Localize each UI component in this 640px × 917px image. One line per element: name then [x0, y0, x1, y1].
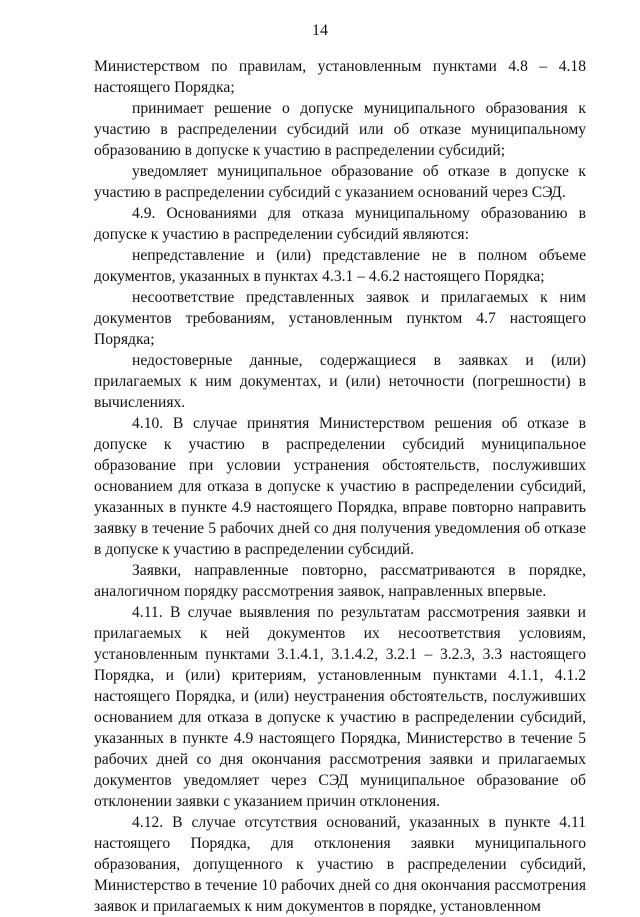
paragraph: недостоверные данные, содержащиеся в заявках и (или) прилагаемых к ним документах, и (или) неточности (погрешности) в вычислениях. — [94, 352, 586, 411]
paragraph: 4.12. В случае отсутствия оснований, указанных в пункте 4.11 настоящего Порядка, для отклонения заявки муниципального образования, допущенного к участию в распределении субсидий, Министерство в течение 10 рабочих дней со дня окончания рассмотрения заявок и прилагаемых к ним документов в порядке, установленном — [94, 814, 586, 915]
paragraph: уведомляет муниципальное образование об отказе в допуске к участию в распределении субсидий с указанием оснований через СЭД. — [94, 163, 586, 201]
page-number: 14 — [312, 22, 328, 39]
document-body — [94, 56, 586, 917]
paragraph: Заявки, направленные повторно, рассматриваются в порядке, аналогичном порядку рассмотрения заявок, направленных впервые. — [94, 562, 586, 600]
paragraph: 4.11. В случае выявления по результатам рассмотрения заявки и прилагаемых к ней документов их несоответствия условиям, установленным пунктами 3.1.4.1, 3.1.4.2, 3.2.1 – 3.2.3, 3.3 настоящего Порядка, и (или) критериям, установленным пунктами 4.1.1, 4.1.2 настоящего Порядка, и (или) неустранения обстоятельств, послуживших основанием для отказа в допуске к участию в распределении субсидий, указанных в пункте 4.9 настоящего Порядка, Министерство в течение 5 рабочих дней со дня окончания рассмотрения заявки и прилагаемых документов уведомляет через СЭД муниципальное образование об отклонении заявки с указанием причин отклонения. — [94, 604, 586, 810]
paragraph: Министерством по правилам, установленным пунктами 4.8 – 4.18 настоящего Порядка; — [94, 58, 586, 96]
paragraph: 4.10. В случае принятия Министерством решения об отказе в допуске к участию в распределении субсидий муниципальное образование при условии устранения обстоятельств, послуживших основанием для отказа в допуске к участию в распределении субсидий, указанных в пункте 4.9 настоящего Порядка, вправе повторно направить заявку в течение 5 рабочих дней со дня получения уведомления об отказе в допуске к участию в распределении субсидий. — [94, 415, 586, 558]
paragraph: 4.9. Основаниями для отказа муниципальному образованию в допуске к участию в распределении субсидий являются: — [94, 205, 586, 243]
paragraph: несоответствие представленных заявок и прилагаемых к ним документов требованиям, установленным пунктом 4.7 настоящего Порядка; — [94, 289, 586, 348]
paragraph: непредставление и (или) представление не в полном объеме документов, указанных в пунктах 4.3.1 – 4.6.2 настоящего Порядка; — [94, 247, 586, 285]
paragraph: принимает решение о допуске муниципального образования к участию в распределении субсидий или об отказе муниципальному образованию в допуске к участию в распределении субсидий; — [94, 100, 586, 159]
